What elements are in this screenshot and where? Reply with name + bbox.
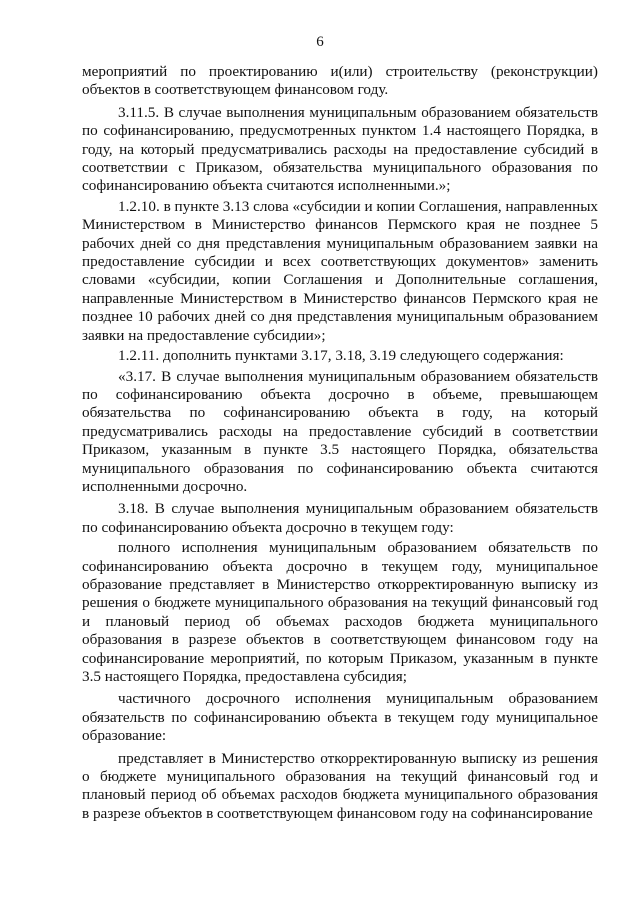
paragraph-3-17: «3.17. В случае выполнения муниципальным образованием обязательств по софинансированию объекта досрочно в объеме, превышающем обязательства по софинансированию объекта в году, на который предусматривались расходы на предоставление субсидий в соответствии Приказом, указанным в пункте 3.5 настоящего Порядка, обязательства муниципального образования по софинансированию объекта считаются исполненными досрочно. [82,367,598,495]
paragraph-3-11-5: 3.11.5. В случае выполнения муниципальным образованием обязательств по софинансированию, предусмотренных пунктом 1.4 настоящего Порядка, в году, на который предусматривались расходы на предоставление субсидий в соответствии с Приказом, обязательства муниципального образования по софинансированию объекта считаются исполненными.»; [82,103,598,195]
paragraph-3-18: 3.18. В случае выполнения муниципальным образованием обязательств по софинансированию объекта досрочно в текущем году: [82,500,598,536]
paragraph-1-2-11: 1.2.11. дополнить пунктами 3.17, 3.18, 3.19 следующего содержания: [118,347,564,365]
paragraph-continuation: мероприятий по проектированию и(или) строительству (реконструкции) объектов в соответствующем финансовом году. [82,63,598,99]
paragraph-partial-execution: частичного досрочного исполнения муниципальным образованием обязательств по софинансированию объекта в текущем году муниципальное образование: [82,690,598,745]
document-body [82,63,598,823]
paragraph-full-execution: полного исполнения муниципальным образованием обязательств по софинансированию объекта досрочно в текущем году, муниципальное образование представляет в Министерство откорректированную выписку из решения о бюджете муниципального образования на текущий финансовый год и плановый период об объемах расходов бюджета муниципального образования в разрезе объектов в соответствующем финансовом году на софинансирование мероприятий, по которым Приказом, указанным в пункте 3.5 настоящего Порядка, предоставлена субсидия; [82,539,598,685]
paragraph-1-2-10: 1.2.10. в пункте 3.13 слова «субсидии и копии Соглашения, направленных Министерством в Министерство финансов Пермского края не позднее 5 рабочих дней со дня представления муниципальным образованием заявки на предоставление субсидии и всех соответствующих документов» заменить словами «субсидии, копии Соглашения и Дополнительные соглашения, направленные Министерством в Министерство финансов Пермского края не позднее 10 рабочих дней со дня представления муниципальным образованием заявки на предоставление субсидии»; [82,197,598,344]
page-number: 6 [316,34,324,50]
paragraph-submits-extract: представляет в Министерство откорректированную выписку из решения о бюджете муниципального образования на текущий финансовый год и плановый период об объемах расходов бюджета муниципального образования в разрезе объектов в соответствующем финансовом году на софинансирование [82,749,598,822]
